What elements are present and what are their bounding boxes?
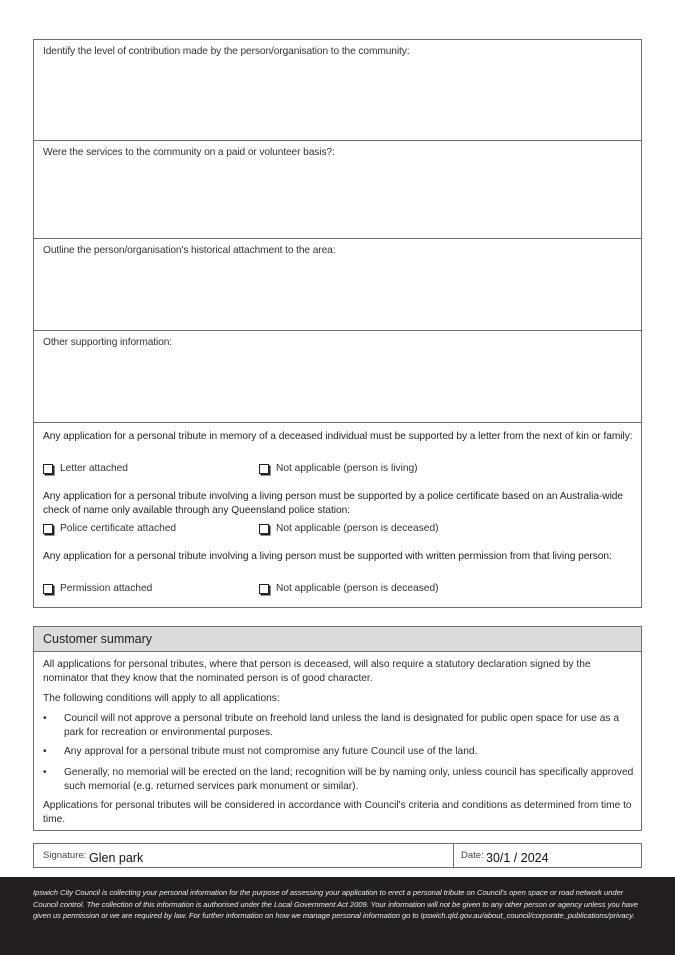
next-of-kin-requirement: Any application for a personal tribute in memory of a deceased individual must be supported by a letter from the next of kin or family: <box>43 431 633 442</box>
letter-attached-checkbox[interactable] <box>43 463 128 474</box>
date-label: Date: <box>461 850 484 861</box>
bullet-icon: • <box>43 746 47 757</box>
signature-field[interactable] <box>34 844 453 867</box>
tribute-details-form <box>33 39 642 608</box>
condition-text: Any approval for a personal tribute must not compromise any future Council use of the land. <box>64 746 478 757</box>
date-field[interactable] <box>454 844 641 867</box>
police-certificate-label: Police certificate attached <box>60 523 177 534</box>
checkbox-icon[interactable] <box>43 464 53 474</box>
signature-row <box>33 843 642 868</box>
paid-volunteer-field[interactable] <box>34 140 641 238</box>
letter-attached-label: Letter attached <box>60 463 128 474</box>
other-info-field[interactable] <box>34 330 641 422</box>
paid-volunteer-label: Were the services to the community on a paid or volunteer basis?: <box>43 147 335 158</box>
checkbox-icon[interactable] <box>259 584 269 594</box>
other-info-label: Other supporting information: <box>43 337 173 348</box>
bullet-icon: • <box>43 713 47 724</box>
condition-text: Council will not approve a personal tribute on freehold land unless the land is designated for public open space for use as a park for recreation or environmental purposes. <box>64 713 620 738</box>
checkbox-icon[interactable] <box>259 464 269 474</box>
not-applicable-living-checkbox[interactable] <box>259 463 418 474</box>
police-certificate-checkbox[interactable] <box>43 523 176 534</box>
not-applicable-deceased-checkbox-2[interactable] <box>259 583 439 594</box>
requirements-section <box>34 422 641 608</box>
not-applicable-living-label: Not applicable (person is living) <box>276 463 418 474</box>
privacy-footer <box>0 877 675 955</box>
contribution-field[interactable] <box>34 40 641 140</box>
summary-title: Customer summary <box>43 632 153 646</box>
contribution-label: Identify the level of contribution made by the person/organisation to the community: <box>43 46 410 57</box>
permission-attached-label: Permission attached <box>60 583 153 594</box>
permission-attached-checkbox[interactable] <box>43 583 152 594</box>
date-value[interactable]: 30/1 / 2024 <box>486 851 549 865</box>
signature-label: Signature: <box>43 850 87 861</box>
checkbox-icon[interactable] <box>43 584 53 594</box>
summary-intro: All applications for personal tributes, where that person is deceased, will also require a statutory declaration signed by the nominator that they know that the nominated person is of good character. <box>43 659 591 684</box>
checkbox-icon[interactable] <box>259 524 269 534</box>
conditions-lead: The following conditions will apply to all applications: <box>43 693 280 704</box>
summary-header <box>34 627 641 652</box>
bullet-icon: • <box>43 767 47 778</box>
historical-attachment-label: Outline the person/organisation's historical attachment to the area: <box>43 245 336 256</box>
written-permission-requirement: Any application for a personal tribute involving a living person must be supported with written permission from that living person: <box>43 551 612 562</box>
not-applicable-deceased-label-2: Not applicable (person is deceased) <box>276 583 439 594</box>
checkbox-icon[interactable] <box>43 524 53 534</box>
police-certificate-requirement: Any application for a personal tribute involving a living person must be supported by a police certificate based on an Australia-wide check of name only available through any Queensland police station: <box>43 491 624 516</box>
signature-value[interactable]: Glen park <box>89 851 144 865</box>
condition-text: Generally, no memorial will be erected on the land; recognition will be by naming only, unless council has specifically approved such memorial (e.g. returned services park monument or similar). <box>64 767 634 792</box>
customer-summary-section <box>33 626 642 831</box>
summary-closing: Applications for personal tributes will be considered in accordance with Council's criteria and conditions as determined from time to time. <box>43 800 632 825</box>
privacy-notice: Ipswich City Council is collecting your personal information for the purpose of assessing your application to erect a personal tribute on Council's open space or road network under Council control. The collection of this information is authorised under the Local Government Act 2009. Your information will not be given to any other person or agency unless you have given us permission or we are required by law. For further information on how we manage personal information go to Ipswich.qld.gov.au/about_council/corporate_publications/privacy. <box>33 888 639 921</box>
not-applicable-deceased-label-1: Not applicable (person is deceased) <box>276 523 439 534</box>
not-applicable-deceased-checkbox-1[interactable] <box>259 523 439 534</box>
historical-attachment-field[interactable] <box>34 238 641 330</box>
